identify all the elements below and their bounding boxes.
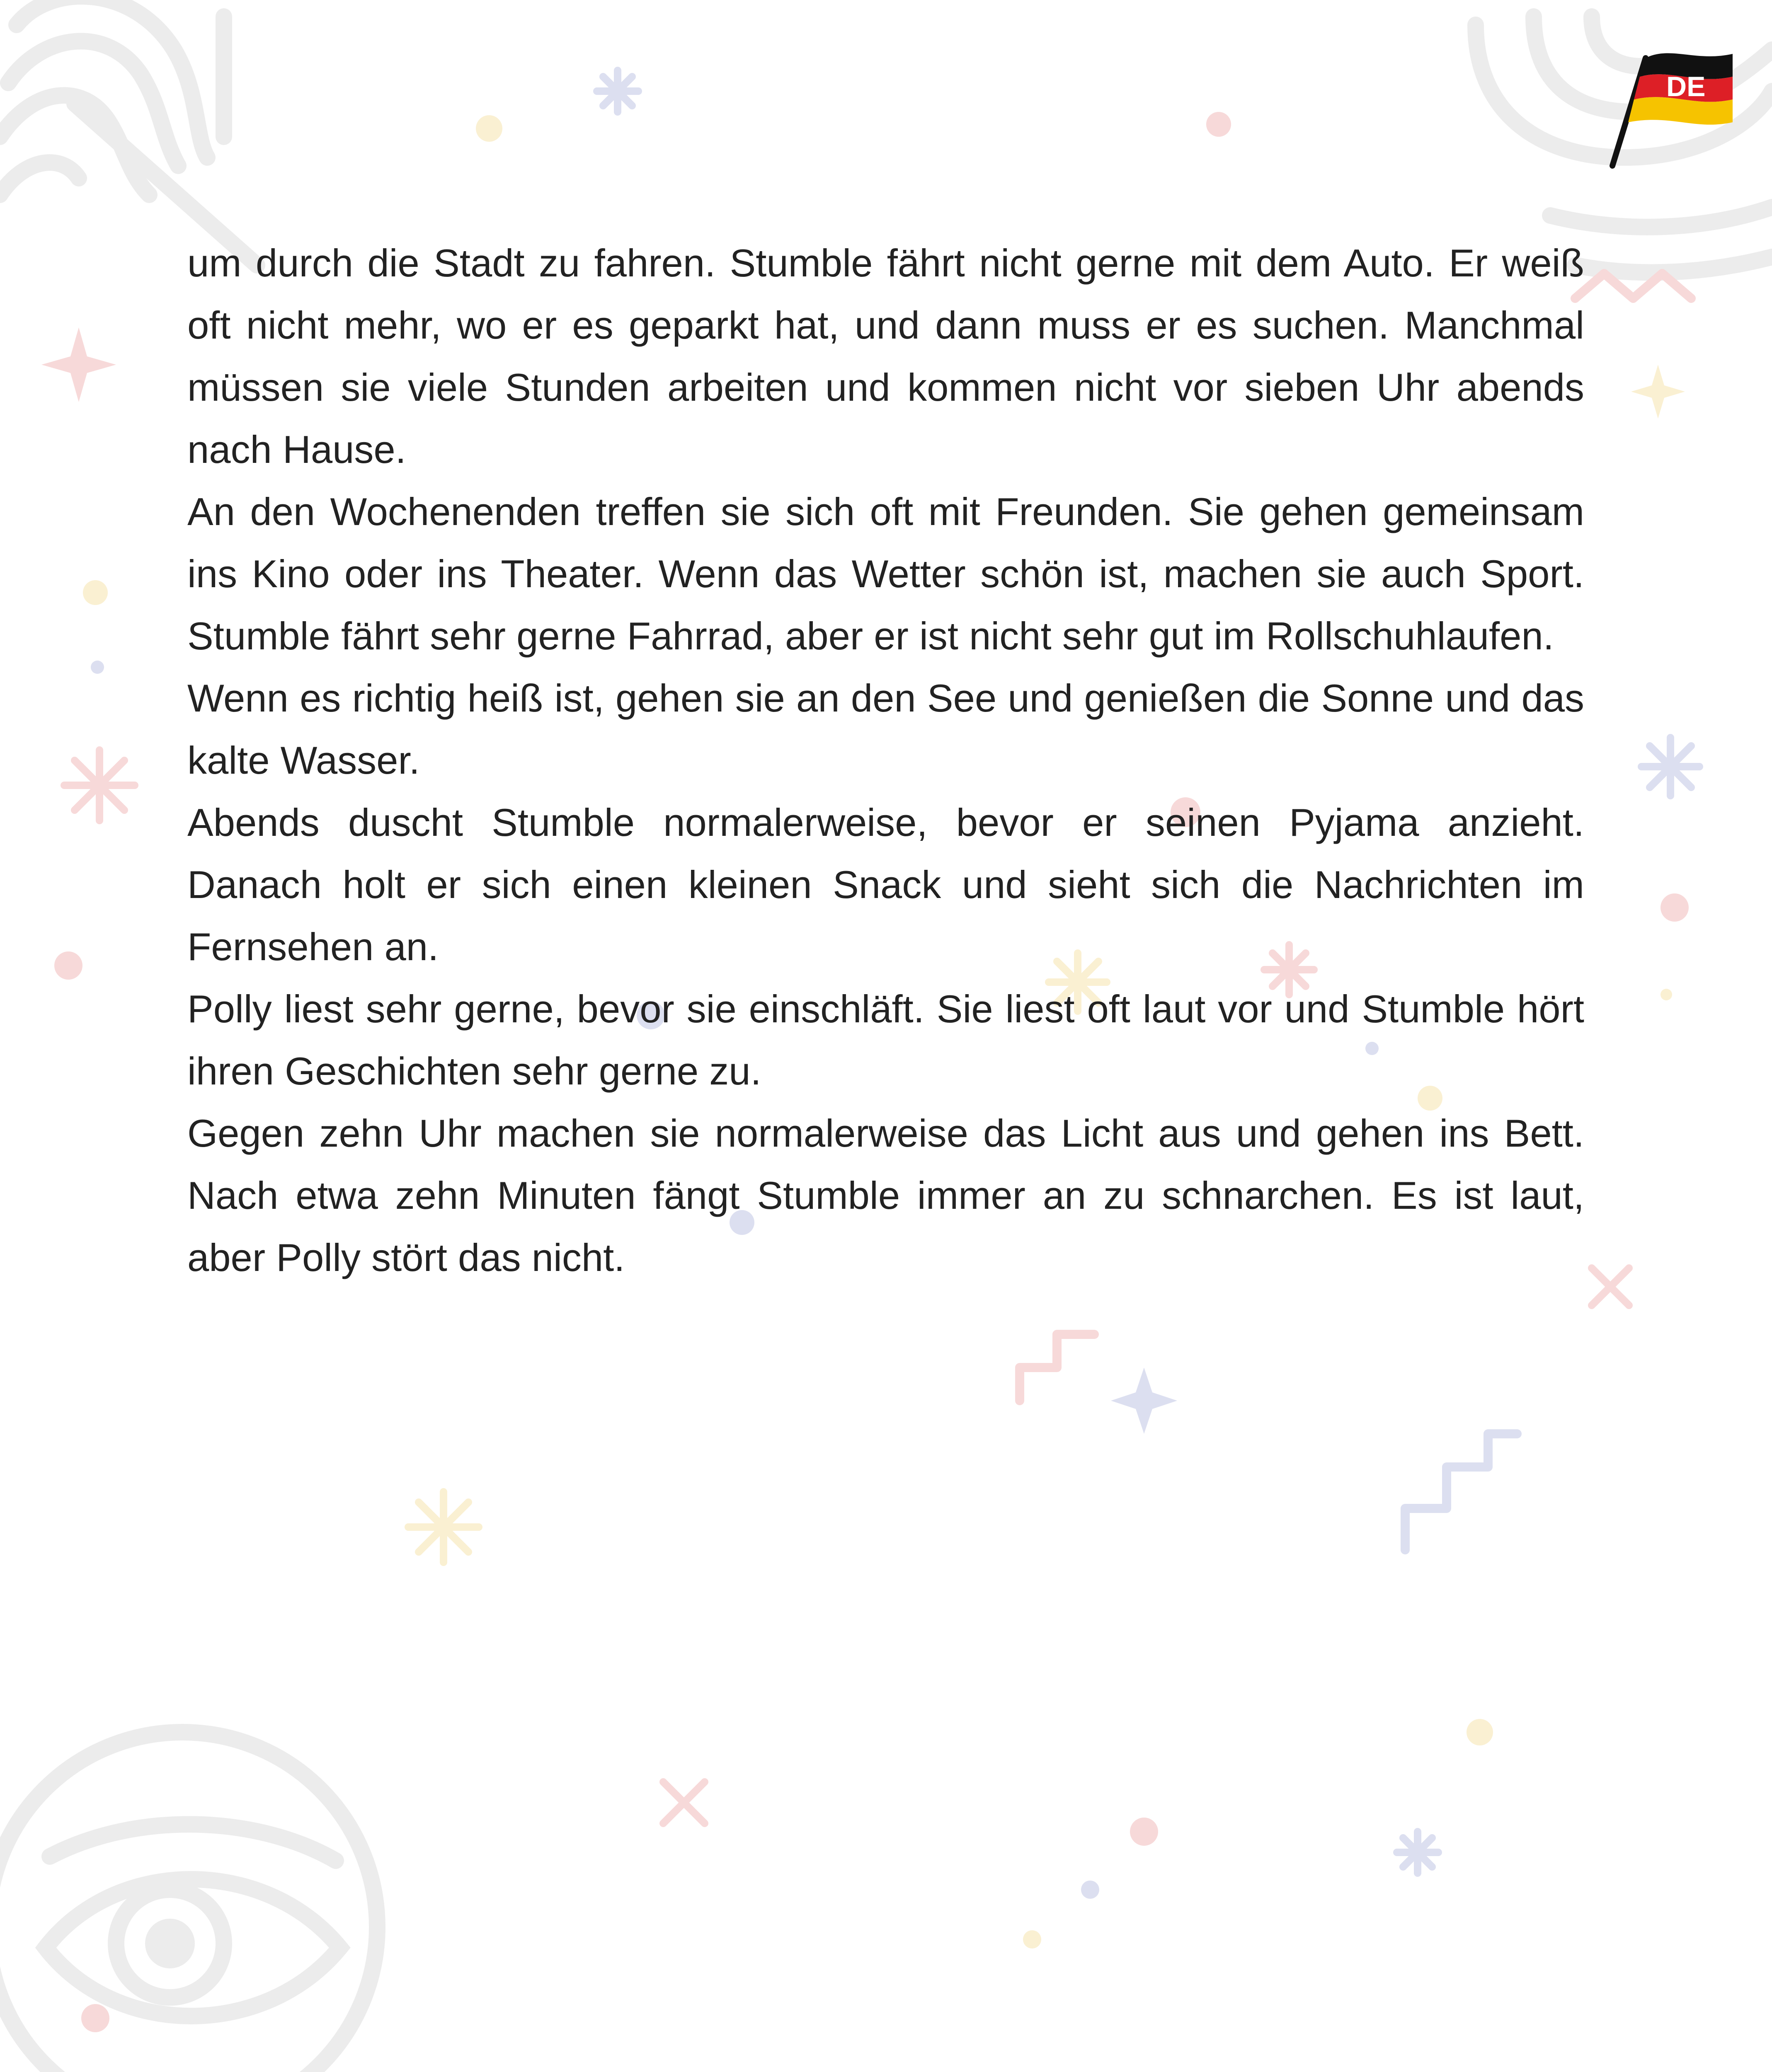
magnifier-eye-watermark-icon	[0, 1732, 377, 2072]
paragraph: Gegen zehn Uhr machen sie normalerweise das Licht aus und gehen ins Bett. Nach etwa zehn Minuten fängt Stumble immer an zu schnarchen. Es ist laut, aber Polly stört das nicht.	[187, 1111, 1584, 1279]
fingerprint-watermark-left-icon	[0, 0, 257, 265]
story-text	[187, 232, 1584, 1289]
paragraph: Abends duscht Stumble normalerweise, bevor er seinen Pyjama anzieht. Danach holt er sich einen kleinen Snack und sieht sich die Nachrichten im Fernsehen an.	[187, 801, 1584, 968]
paragraph: An den Wochenenden treffen sie sich oft mit Freunden. Sie gehen gemeinsam ins Kino oder ins Theater. Wenn das Wetter schön ist, machen sie auch Sport. Stumble fährt sehr gerne Fahrrad, aber er ist nicht sehr gut im Rollschuhlaufen.	[187, 490, 1584, 658]
german-flag-icon	[1608, 46, 1741, 170]
paragraph: Wenn es richtig heiß ist, gehen sie an den See und genießen die Sonne und das kalte Wasser.	[187, 676, 1584, 782]
paragraph: Polly liest sehr gerne, bevor sie einschläft. Sie liest oft laut vor und Stumble hört ihren Geschichten sehr gerne zu.	[187, 987, 1584, 1093]
paragraph: um durch die Stadt zu fahren. Stumble fährt nicht gerne mit dem Auto. Er weiß oft nicht mehr, wo er es geparkt hat, und dann muss er es suchen. Manchmal müssen sie viele Stunden arbeiten und kommen nicht vor sieben Uhr abends nach Hause.	[187, 241, 1584, 471]
flag-label: DE	[1666, 71, 1706, 102]
